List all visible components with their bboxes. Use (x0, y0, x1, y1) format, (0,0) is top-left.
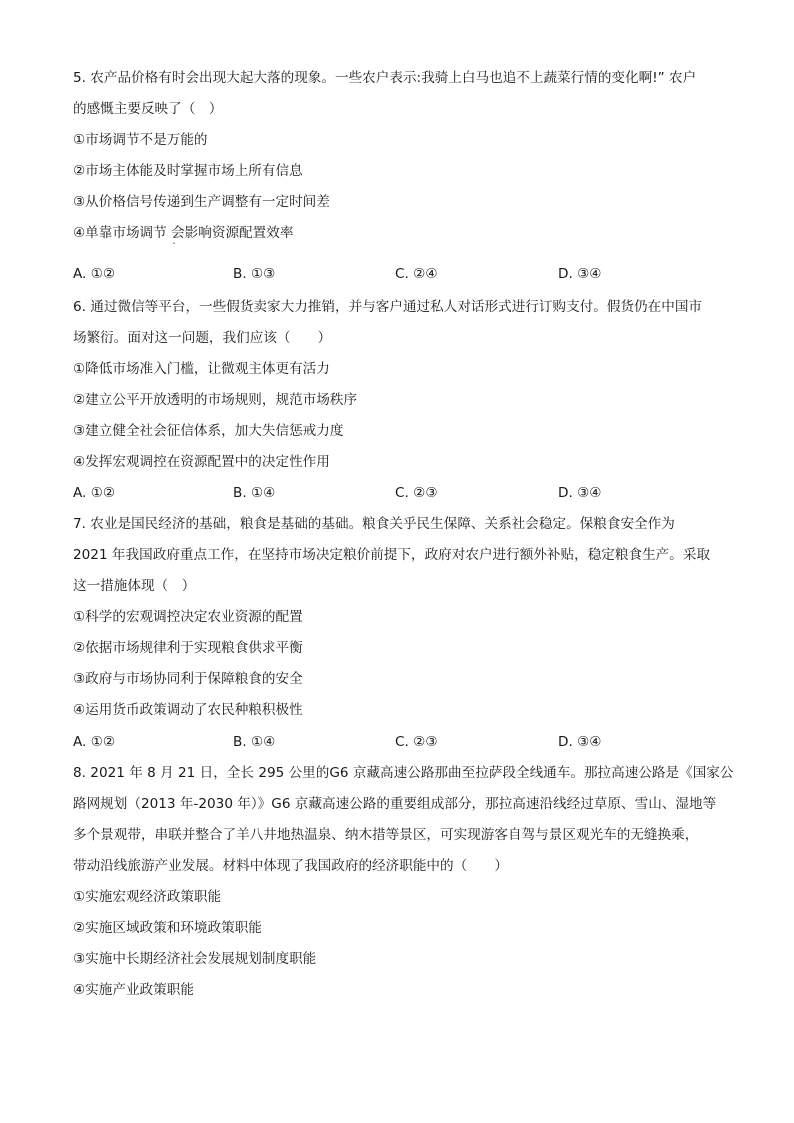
q6-stem-line-1: 6. 通过微信等平台，一些假货卖家大力推销，并与客户通过私人对话形式进行订购支付。假货仍在中国市 (73, 299, 703, 315)
q7-item-1: ①科学的宏观调控决定农业资源的配置 (73, 609, 303, 625)
q8-item-3: ③实施中长期经济社会发展规划制度职能 (73, 951, 317, 967)
q6-item-4: ④发挥宏观调控在资源配置中的决定性作用 (73, 454, 330, 470)
q5-stem-line-1: 5. 农产品价格有时会出现大起大落的现象。一些农户表示:我骑上白马也追不上蔬菜行情的变化啊!” 农户 (73, 70, 697, 86)
q7-option-c: C. ②③ (395, 734, 438, 750)
q5-option-c: C. ②④ (395, 266, 438, 282)
q5-item-3: ③从价格信号传递到生产调整有一定时间差 (73, 194, 330, 210)
q8-stem-line-3: 多个景观带，串联并整合了羊八井地热温泉、纳木措等景区，可实现游客自驾与景区观光车的无缝换乘， (73, 827, 699, 843)
q7-stem-line-3: 这一措施体现（ ） (73, 578, 196, 594)
q7-item-3: ③政府与市场协同利于保障粮食的安全 (73, 671, 303, 687)
q7-stem-line-1: 7. 农业是国民经济的基础，粮食是基础的基础。粮食关乎民生保障、关系社会稳定。保粮食安全作为 (73, 516, 675, 532)
q6-item-1: ①降低市场准入门槛，让微观主体更有活力 (73, 361, 330, 377)
q7-item-4: ④运用货币政策调动了农民种粮积极性 (73, 702, 303, 718)
q5-stem-line-2: 的感慨主要反映了（ ） (73, 101, 223, 117)
q6-item-3: ③建立健全社会征信体系，加大失信惩戒力度 (73, 423, 344, 439)
q8-item-4: ④实施产业政策职能 (73, 982, 194, 998)
q5-item-2: ②市场主体能及时掌握市场上所有信息 (73, 163, 303, 179)
q6-option-b: B. ①④ (233, 485, 276, 501)
q8-item-2: ②实施区域政策和环境政策职能 (73, 920, 262, 936)
q7-option-b: B. ①④ (233, 734, 276, 750)
q6-option-d: D. ③④ (558, 485, 602, 501)
q6-option-c: C. ②③ (395, 485, 438, 501)
q5-option-a: A. ①② (73, 266, 116, 282)
q6-stem-line-2: 场繁衍。面对这一问题，我们应该（ ） (73, 330, 332, 346)
q6-item-2: ②建立公平开放透明的市场规则，规范市场秩序 (73, 392, 358, 408)
q7-option-d: D. ③④ (558, 734, 602, 750)
q5-option-b: B. ①③ (233, 266, 276, 282)
q5-option-d: D. ③④ (558, 266, 602, 282)
q7-option-a: A. ①② (73, 734, 116, 750)
q6-option-a: A. ①② (73, 485, 116, 501)
q8-stem-line-4: 带动沿线旅游产业发展。材料中体现了我国政府的经济职能中的（ ） (73, 858, 508, 874)
stray-mark: ˇ (172, 242, 176, 251)
q8-stem-line-1: 8. 2021 年 8 月 21 日，全长 295 公里的G6 京藏高速公路那曲至拉萨段全线通车。那拉高速公路是《国家公 (73, 765, 734, 781)
q5-item-4: ④单靠市场调节 会影响资源配置效率 (73, 225, 294, 241)
q8-stem-line-2: 路网规划（2013 年-2030 年）》G6 京藏高速公路的重要组成部分，那拉高速沿线经过草原、雪山、湿地等 (73, 796, 717, 812)
q7-item-2: ②依据市场规律利于实现粮食供求平衡 (73, 640, 303, 656)
q7-stem-line-2: 2021 年我国政府重点工作，在坚持市场决定粮价前提下，政府对农户进行额外补贴，稳定粮食生产。采取 (73, 547, 711, 563)
q8-item-1: ①实施宏观经济政策职能 (73, 889, 222, 905)
q5-item-1: ①市场调节不是万能的 (73, 132, 208, 148)
